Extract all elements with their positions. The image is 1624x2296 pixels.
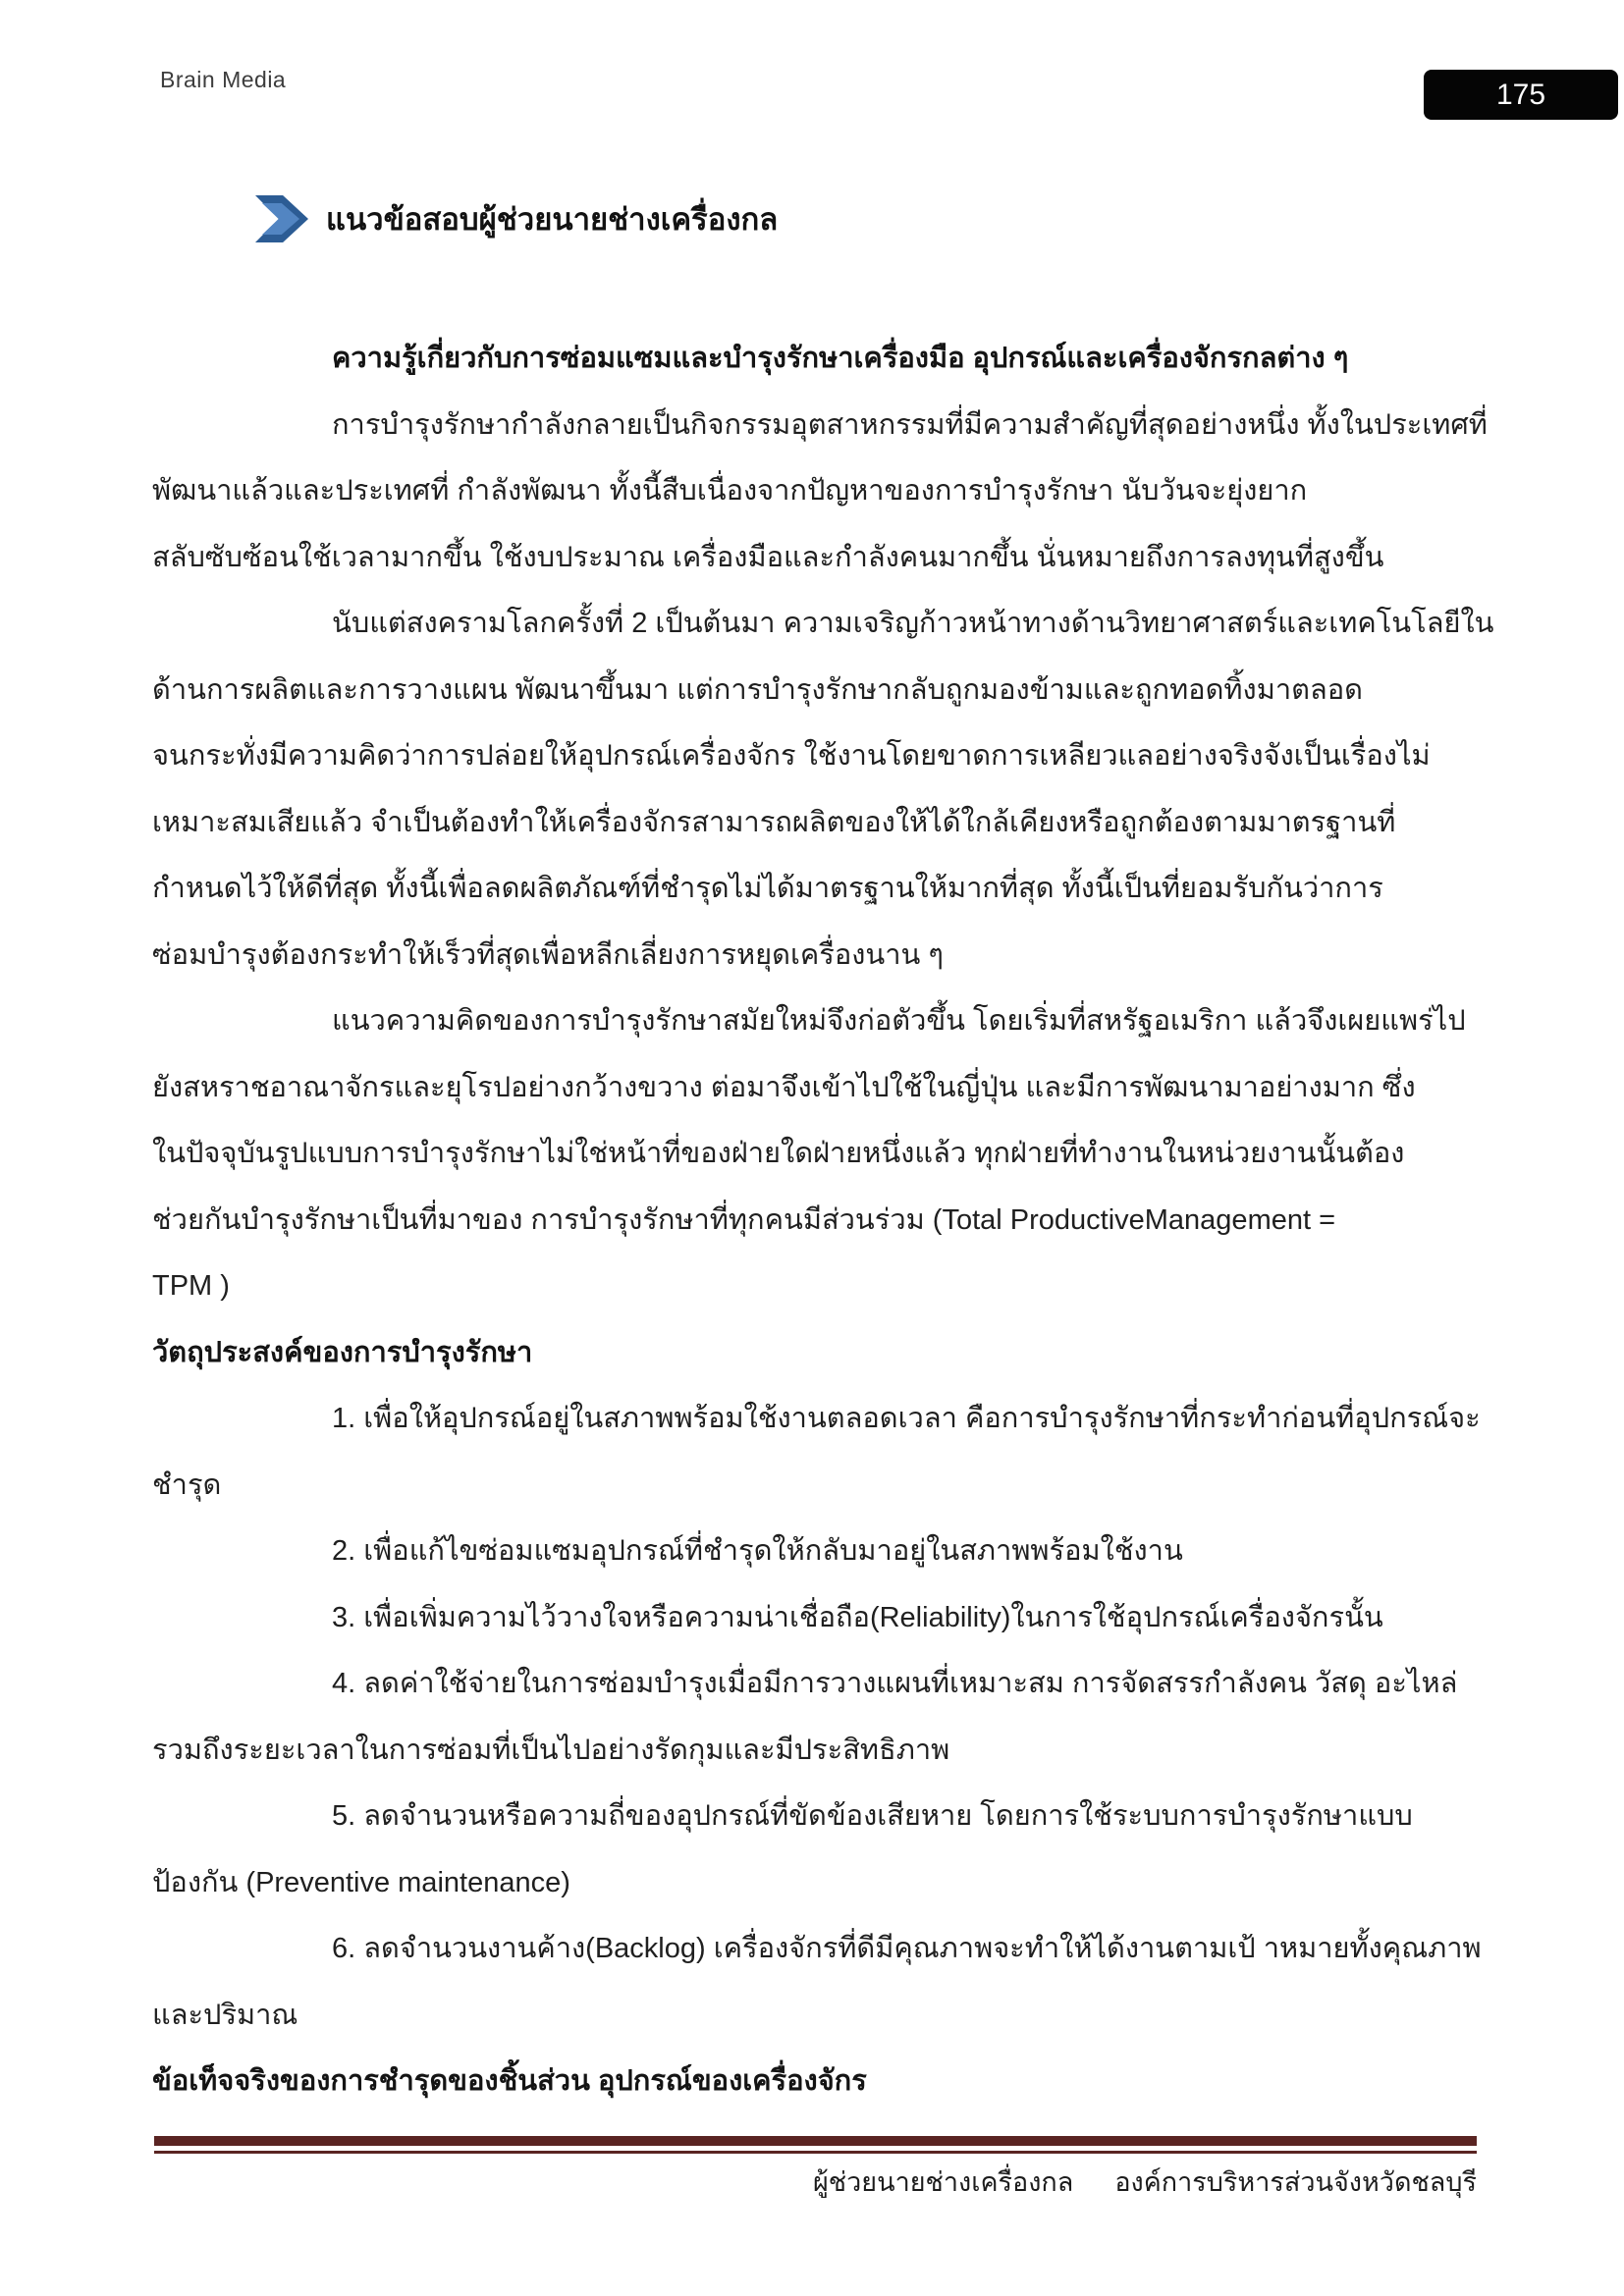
text-line: ชำรุด [152,1468,222,1501]
footer-position-text: ผู้ช่วยนายช่างเครื่องกล [812,2167,1074,2197]
text-line: เหมาะสมเสียแล้ว จำเป็นต้องทำให้เครื่องจักรสามารถผลิตของให้ได้ใกล้เคียงหรือถูกต้องตามมาตรฐานที่ [152,806,1396,838]
footer [154,2158,1477,2207]
document-heading [255,194,778,243]
body-text [152,326,1494,2115]
list-item: 3. เพื่อเพิ่มความไว้วางใจหรือความน่าเชื่อถือ(Reliability)ในการใช้อุปกรณ์เครื่องจักรนั้น [332,1601,1383,1633]
list-item: 1. เพื่อให้อุปกรณ์อยู่ในสภาพพร้อมใช้งานตลอดเวลา คือการบำรุงรักษาที่กระทำก่อนที่อุปกรณ์จะ [332,1403,1481,1434]
text-line: ป้องกัน (Preventive maintenance) [152,1866,570,1898]
brand-label: Brain Media [160,67,287,92]
text-line: ช่วยกันบำรุงรักษาเป็นที่มาของ การบำรุงรักษาที่ทุกคนมีส่วนร่วม (Total ProductiveManagement = [152,1203,1336,1236]
text-line: ยังสหราชอาณาจักรและยุโรปอย่างกว้างขวาง ต่อมาจึงเข้าไปใช้ในญี่ปุ่น และมีการพัฒนามาอย่างมาก ซึ่ง [152,1071,1416,1103]
text-line: ซ่อมบำรุงต้องกระทำให้เร็วที่สุดเพื่อหลีกเลี่ยงการหยุดเครื่องนาน ๆ [152,938,944,971]
section-title: ความรู้เกี่ยวกับการซ่อมแซมและบำรุงรักษาเครื่องมือ อุปกรณ์และเครื่องจักรกลต่าง ๆ [332,343,1349,374]
list-item: 6. ลดจำนวนงานค้าง(Backlog) เครื่องจักรที่ดีมีคุณภาพจะทำให้ได้งานตามเป้ าหมายทั้งคุณภาพ [332,1933,1482,1964]
footer-divider-bar [154,2136,1477,2146]
subsection-title: ข้อเท็จจริงของการชำรุดของชิ้นส่วน อุปกรณ์ของเครื่องจักร [152,2065,867,2097]
text-line: และปริมาณ [152,1999,298,2031]
text-line: ในปัจจุบันรูปแบบการบำรุงรักษาไม่ใช่หน้าที่ของฝ่ายใดฝ่ายหนึ่งแล้ว ทุกฝ่ายที่ทำงานในหน่วยงานนั้นต้อง [152,1138,1405,1169]
text-line: ด้านการผลิตและการวางแผน พัฒนาขึ้นมา แต่การบำรุงรักษากลับถูกมองข้ามและถูกทอดทิ้งมาตลอด [152,673,1363,706]
list-item: 2. เพื่อแก้ไขซ่อมแซมอุปกรณ์ที่ชำรุดให้กลับมาอยู่ในสภาพพร้อมใช้งาน [332,1535,1183,1567]
text-line: รวมถึงระยะเวลาในการซ่อมที่เป็นไปอย่างรัดกุมและมีประสิทธิภาพ [152,1734,950,1766]
page-number-badge [1424,70,1618,120]
text-line: สลับซับซ้อนใช้เวลามากขึ้น ใช้งบประมาณ เครื่องมือและกำลังคนมากขึ้น นั่นหมายถึงการลงทุนที่สูงขึ้น [152,541,1384,573]
text-line: จนกระทั่งมีความคิดว่าการปล่อยให้อุปกรณ์เครื่องจักร ใช้งานโดยขาดการเหลียวแลอย่างจริงจังเป็นเรื่องไม่ [152,740,1431,772]
list-item: 5. ลดจำนวนหรือความถี่ของอุปกรณ์ที่ขัดข้องเสียหาย โดยการใช้ระบบการบำรุงรักษาแบบ [332,1800,1413,1832]
footer-divider-rule [154,2151,1477,2154]
text-line: กำหนดไว้ให้ดีที่สุด ทั้งนี้เพื่อลดผลิตภัณฑ์ที่ชำรุดไม่ได้มาตรฐานให้มากที่สุด ทั้งนี้เป็นที่ยอมรับกันว่าการ [152,873,1383,904]
subsection-title: วัตถุประสงค์ของการบำรุงรักษา [152,1336,533,1368]
text-line: การบำรุงรักษากำลังกลายเป็นกิจกรรมอุตสาหกรรมที่มีความสำคัญที่สุดอย่างหนึ่ง ทั้งในประเทศที่ [332,408,1488,441]
page-title: แนวข้อสอบผู้ช่วยนายช่างเครื่องกล [326,202,779,237]
page-number: 175 [1495,78,1546,111]
double-chevron-right-icon [255,195,308,242]
list-item: 4. ลดค่าใช้จ่ายในการซ่อมบำรุงเมื่อมีการวางแผนที่เหมาะสม การจัดสรรกำลังคน วัสดุ อะไหล่ [332,1668,1458,1699]
text-line: นับแต่สงครามโลกครั้งที่ 2 เป็นต้นมา ความเจริญก้าวหน้าทางด้านวิทยาศาสตร์และเทคโนโลยีใน [332,608,1494,639]
text-line: TPM ) [152,1270,230,1302]
text-line: แนวความคิดของการบำรุงรักษาสมัยใหม่จึงก่อตัวขึ้น โดยเริ่มที่สหรัฐอเมริกา แล้วจึงเผยแพร่ไป [332,1005,1466,1037]
footer-organization-text: องค์การบริหารส่วนจังหวัดชลบุรี [1114,2167,1477,2197]
text-line: พัฒนาแล้วและประเทศที่ กำลังพัฒนา ทั้งนี้สืบเนื่องจากปัญหาของการบำรุงรักษา นับวันจะยุ่งยาก [152,475,1308,507]
